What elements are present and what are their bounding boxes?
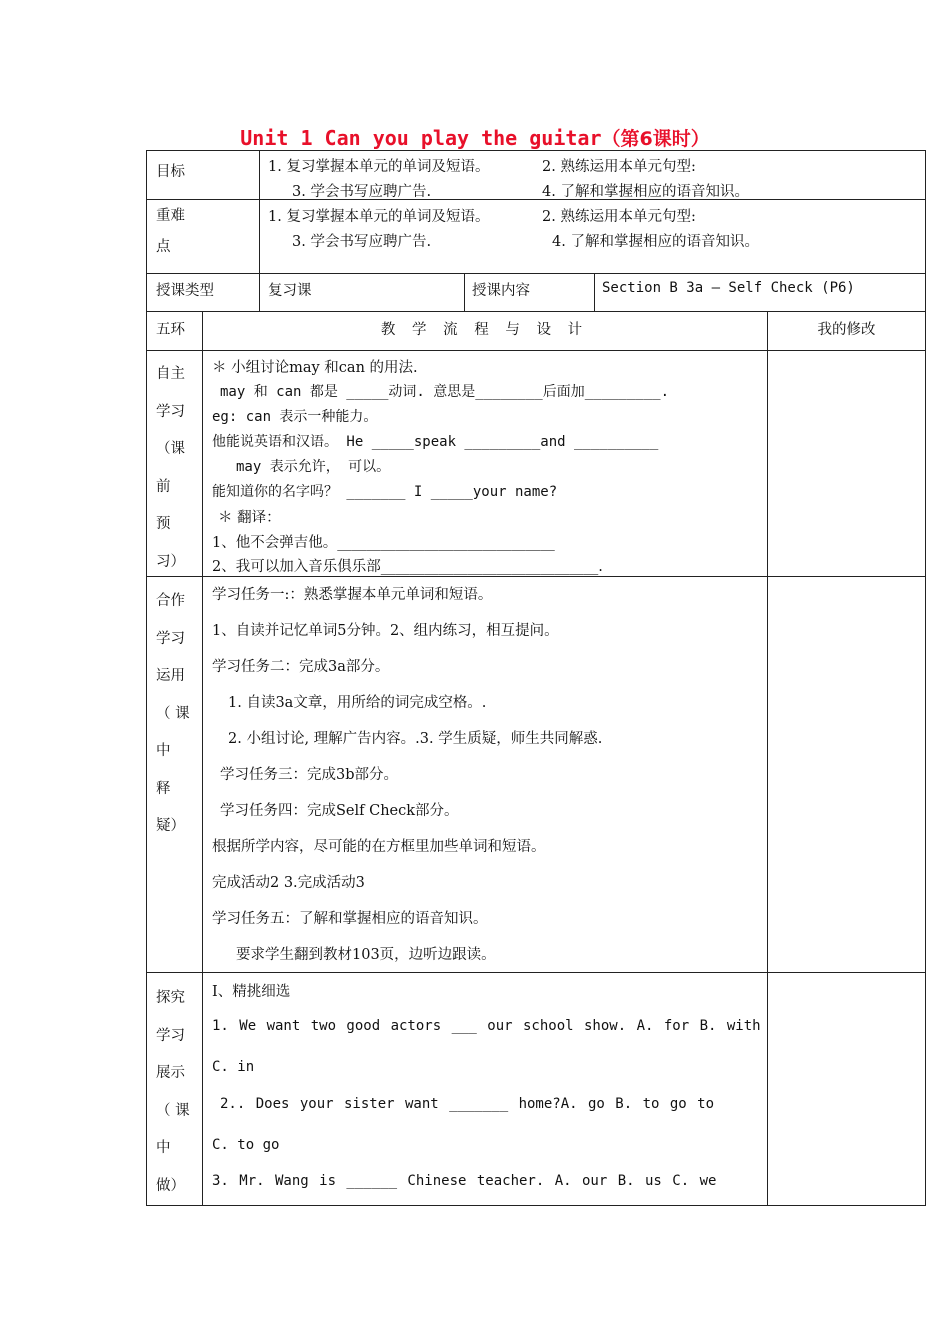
exploration-line: 2.. Does your sister want _______ home?A. go B. to go to: [220, 1096, 715, 1112]
difficulties-label-top: 重难: [156, 208, 185, 224]
exploration-label: 探究 学习 展示 （ 课 中 做）: [156, 990, 190, 1194]
self-study-line: 1、他不会弹吉他。______________________________: [212, 535, 555, 551]
cooperation-line: 学习任务一:：熟悉掌握本单元单词和短语。: [212, 587, 493, 603]
difficulties-label-bottom: 点: [156, 239, 171, 255]
exploration-line: 3. Mr. Wang is ______ Chinese teacher. A. our B. us C. we: [212, 1173, 717, 1189]
self-study-line: 他能说英语和汉语。 He _____speak _________and __________: [212, 434, 659, 450]
difficulty-3: 3. 学会书写应聘广告.: [292, 234, 432, 250]
col-border: [925, 150, 926, 1206]
self-study-line: eg: can 表示一种能力。: [212, 409, 378, 425]
lesson-content-value: Section B 3a — Self Check (P6): [602, 280, 855, 296]
cooperation-line: 完成活动2 3.完成活动3: [212, 875, 365, 891]
self-study-line: 能知道你的名字吗？ _______ I _____your name?: [212, 484, 558, 500]
row-border: [146, 311, 926, 312]
goals-label: 目标: [156, 164, 185, 180]
lesson-type-value: 复习课: [268, 283, 312, 299]
cooperation-line: 1. 自读3a文章，用所给的词完成空格。.: [228, 695, 487, 711]
col-border: [202, 311, 203, 1206]
col-border: [594, 273, 595, 311]
col-border: [767, 311, 768, 1206]
col-border: [146, 150, 147, 1206]
cooperation-line: 1、自读并记忆单词5分钟。2、组内练习，相互提问。: [212, 623, 559, 639]
cooperation-line: 学习任务五：了解和掌握相应的语音知识。: [212, 911, 488, 927]
difficulty-4: 4. 了解和掌握相应的语音知识。: [552, 234, 759, 250]
exploration-line: C. to go: [212, 1137, 280, 1153]
cooperation-line: 学习任务三：完成3b部分。: [220, 767, 399, 783]
row-border: [146, 150, 926, 151]
row-border: [146, 273, 926, 274]
difficulty-2: 2. 熟练运用本单元句型:: [542, 209, 696, 225]
lesson-table: [146, 150, 926, 1206]
goal-4: 4. 了解和掌握相应的语音知识。: [542, 184, 749, 200]
col-border: [464, 273, 465, 311]
header-process-design: 教 学 流 程 与 设 计: [380, 322, 589, 338]
title-lesson-number: （第6课时）: [601, 128, 710, 150]
goal-3: 3. 学会书写应聘广告.: [292, 184, 432, 200]
exploration-line: I、精挑细选: [212, 984, 291, 1000]
cooperation-line: 根据所学内容，尽可能的在方框里加些单词和短语。: [212, 839, 546, 855]
exploration-line: 1. We want two good actors ___ our school show. A. for B. with: [212, 1018, 761, 1034]
goal-2: 2. 熟练运用本单元句型:: [542, 159, 696, 175]
row-border: [146, 972, 926, 973]
col-border: [259, 150, 260, 311]
cooperation-line: 学习任务二：完成3a部分。: [212, 659, 390, 675]
lesson-content-label: 授课内容: [472, 283, 530, 299]
exploration-line: C. in: [212, 1059, 255, 1075]
cooperation-line: 学习任务四：完成Self Check部分。: [220, 803, 459, 819]
row-border: [146, 350, 926, 351]
cooperation-line: 要求学生翻到教材103页，边听边跟读。: [236, 947, 496, 963]
goal-1: 1. 复习掌握本单元的单词及短语。: [268, 159, 490, 175]
cooperation-line: 2. 小组讨论, 理解广告内容。.3. 学生质疑，师生共同解惑.: [228, 731, 603, 747]
self-study-line: may 表示允许， 可以。: [236, 459, 391, 475]
self-study-line: ＊ 翻译：: [218, 510, 281, 526]
self-study-line: may 和 can 都是 _____动词. 意思是________后面加_________.: [220, 384, 670, 400]
self-study-line: ＊ 小组讨论may 和can 的用法.: [212, 360, 418, 376]
page-title: [0, 124, 950, 151]
header-five-stages: 五环: [156, 322, 185, 338]
header-my-revisions: 我的修改: [817, 322, 876, 338]
self-study-line: 2、我可以加入音乐俱乐部______________________________.: [212, 559, 603, 575]
cooperation-label: 合作 学习 运用 （ 课 中 释 疑）: [156, 593, 190, 834]
title-english: Unit 1 Can you play the guitar: [240, 126, 602, 150]
row-border: [146, 199, 926, 200]
self-study-label: 自主 学习 （课 前 预 习）: [156, 366, 185, 570]
difficulty-1: 1. 复习掌握本单元的单词及短语。: [268, 209, 490, 225]
row-border: [146, 576, 926, 577]
lesson-type-label: 授课类型: [156, 283, 214, 299]
row-border: [146, 1205, 926, 1206]
